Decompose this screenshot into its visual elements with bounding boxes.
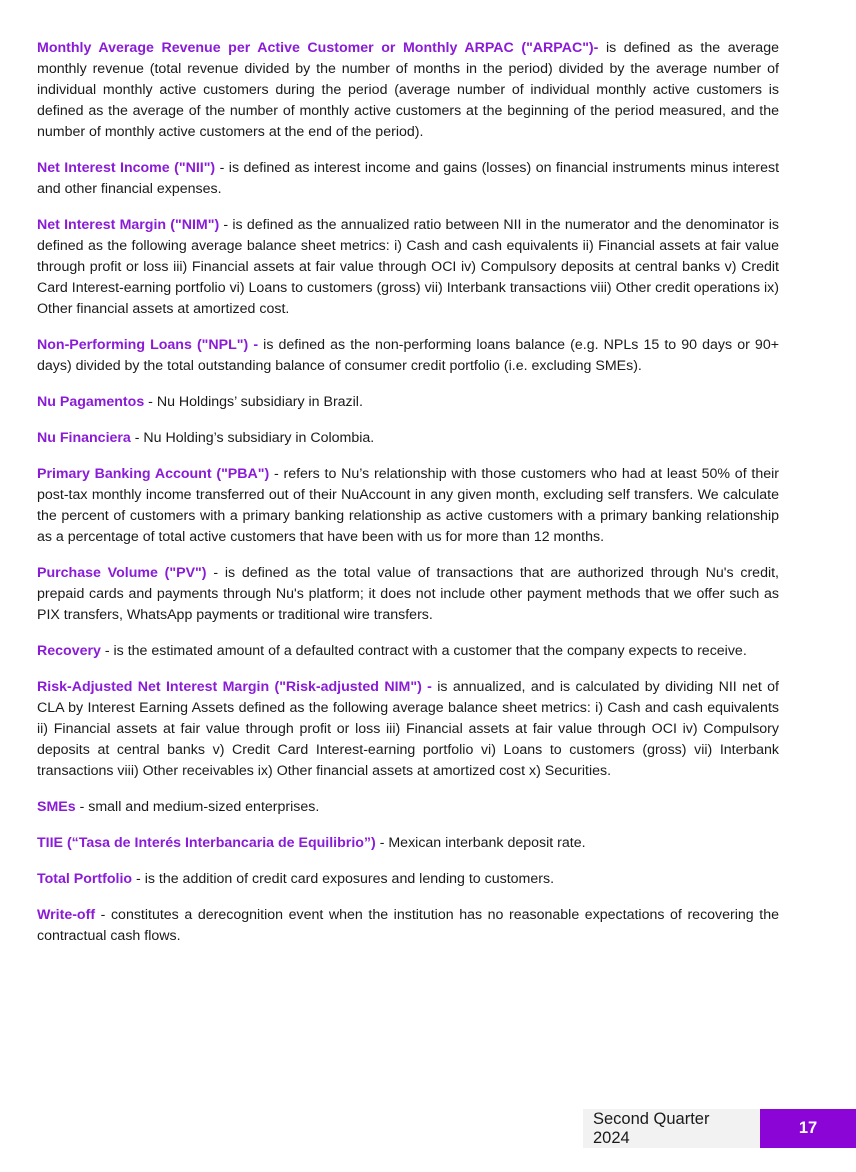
glossary-separator: -	[219, 217, 229, 233]
glossary-term: SMEs	[37, 799, 76, 815]
glossary-separator: -	[593, 40, 599, 56]
glossary-entry-nim	[37, 215, 779, 320]
glossary-separator: -	[95, 907, 106, 923]
glossary-separator: -	[144, 394, 153, 410]
glossary-definition: constitutes a derecognition event when the institution has no reasonable expectations of recovering the contractual cash flows.	[37, 907, 779, 944]
glossary-separator: -	[206, 565, 219, 581]
glossary-entry-nii	[37, 158, 779, 200]
glossary-entry-tiie	[37, 833, 779, 854]
glossary-term: Purchase Volume ("PV")	[37, 565, 207, 581]
glossary-definition: small and medium-sized enterprises.	[84, 799, 320, 815]
glossary-separator: -	[75, 799, 85, 815]
glossary-definition: Mexican interbank deposit rate.	[384, 835, 586, 851]
glossary-definition: refers to Nu’s relationship with those customers who had at least 50% of their post-tax monthly income transferred out of their NuAccount in any given month, excluding self transfers. We calculate the percent of customers with a primary banking relationship as active customers with a primary banking relationship as a percentage of total active customers that have been with us for more than 12 months.	[37, 466, 780, 545]
glossary-definition: is annualized, and is calculated by dividing NII net of CLA by Interest Earning Assets defined as the following average balance sheet metrics: i) Cash and cash equivalents ii) Financial assets at fair value through profit or loss iii) Financial assets at fair value through OCI iv) Compulsory deposits at central banks v) Credit Card Interest-earning portfolio vi) Loans to customers (gross) vii) Interbank transactions viii) Other receivables ix) Other financial assets at amortized cost x) Securities.	[37, 679, 779, 779]
glossary-term: Nu Pagamentos	[37, 394, 145, 410]
glossary-entry-smes	[37, 797, 779, 818]
glossary-entry-write-off	[37, 905, 779, 947]
glossary-separator: -	[100, 643, 110, 659]
glossary-term: Total Portfolio	[37, 871, 133, 887]
glossary-definition: - Nu Holding’s subsidiary in Colombia.	[130, 430, 375, 446]
glossary-entry-nu-financiera	[37, 428, 779, 449]
glossary-entry-pba	[37, 464, 779, 548]
glossary-separator: -	[215, 160, 225, 176]
glossary-definition: is defined as the total value of transactions that are authorized through Nu's credit, prepaid cards and payments through Nu's platform; it does not include other payment methods that we offer such as PIX transfers, WhatsApp payments or traditional wire transfers.	[37, 565, 779, 623]
glossary-definition: is the addition of credit card exposures and lending to customers.	[140, 871, 555, 887]
glossary-term: Primary Banking Account ("PBA")	[37, 466, 270, 482]
glossary-term: Risk-Adjusted Net Interest Margin ("Risk-adjusted NIM") -	[37, 679, 432, 695]
glossary-entry-recovery	[37, 641, 779, 662]
glossary-term: Net Interest Margin ("NIM")	[37, 217, 220, 233]
glossary-separator: -	[132, 871, 141, 887]
glossary-entry-nu-pagamentos	[37, 392, 779, 413]
glossary-entry-npl	[37, 335, 779, 377]
glossary-definition: is defined as the average monthly revenue (total revenue divided by the number of months in the period) divided by the average number of individual monthly active customers during the period (average number of individual monthly active customers is defined as the average of the number of monthly active customers at the beginning of the period measured, and the number of monthly active customers at the end of the period).	[37, 40, 779, 140]
glossary-term: Recovery	[37, 643, 101, 659]
page-number-badge: 17	[760, 1109, 856, 1148]
page-footer	[583, 1109, 856, 1148]
glossary-term: Nu Financiera	[37, 430, 131, 446]
glossary-definition: is defined as the non-performing loans balance (e.g. NPLs 15 to 90 days or 90+ days) divided by the total outstanding balance of consumer credit portfolio (i.e. excluding SMEs).	[37, 337, 779, 374]
glossary-term: Non-Performing Loans ("NPL") -	[37, 337, 259, 353]
glossary-term: Net Interest Income ("NII")	[37, 160, 216, 176]
glossary-term: TIIE (“Tasa de Interés Interbancaria de Equilibrio”)	[37, 835, 376, 851]
glossary-definition: is defined as interest income and gains (losses) on financial instruments minus interest and other financial expenses.	[37, 160, 780, 197]
glossary-entry-risk-adjusted-nim	[37, 677, 779, 782]
glossary-separator: -	[375, 835, 385, 851]
glossary-entry-pv	[37, 563, 779, 626]
glossary-entry-total-portfolio	[37, 869, 779, 890]
report-period-label: Second Quarter 2024	[583, 1109, 760, 1148]
glossary-definition: Nu Holdings’ subsidiary in Brazil.	[152, 394, 363, 410]
glossary-term: Write-off	[37, 907, 96, 923]
glossary-term: Monthly Average Revenue per Active Customer or Monthly ARPAC ("ARPAC")	[37, 40, 594, 56]
glossary-separator: -	[269, 466, 279, 482]
glossary-entry-arpac	[37, 38, 779, 143]
glossary-definition: is the estimated amount of a defaulted contract with a customer that the company expects to receive.	[109, 643, 747, 659]
glossary	[37, 38, 779, 962]
glossary-definition: is defined as the annualized ratio between NII in the numerator and the denominator is defined as the following average balance sheet metrics: i) Cash and cash equivalents ii) Financial assets at fair value through profit or loss iii) Financial assets at fair value through OCI iv) Compulsory deposits at central banks v) Credit Card Interest-earning portfolio vi) Loans to customers (gross) vii) Interbank transactions viii) Other credit operations ix) Other financial assets at amortized cost.	[37, 217, 779, 317]
